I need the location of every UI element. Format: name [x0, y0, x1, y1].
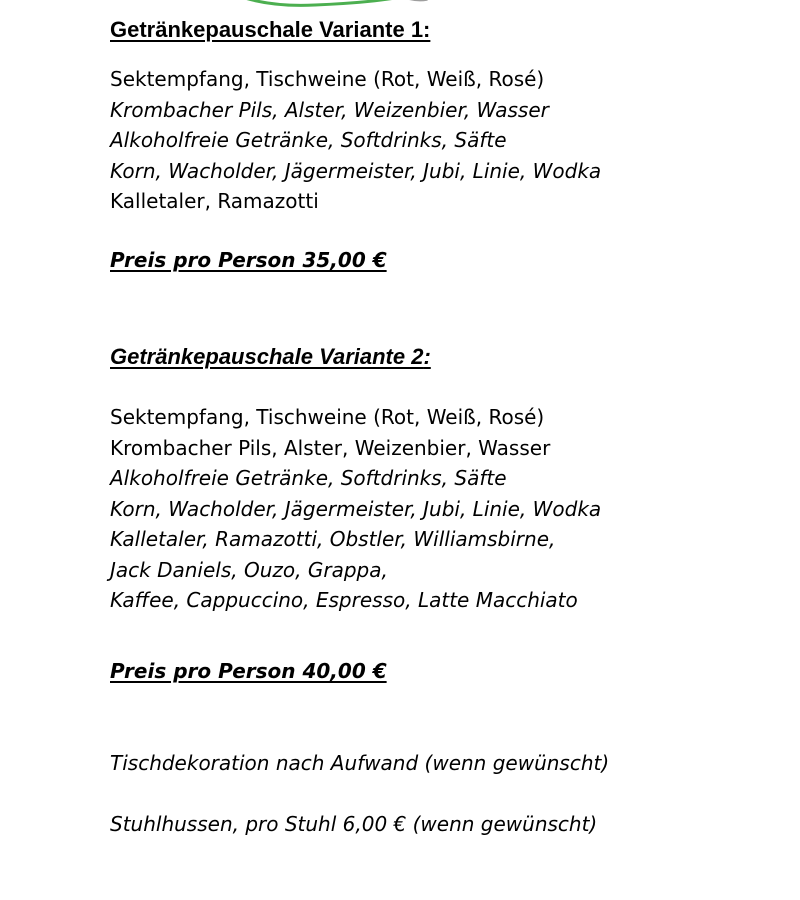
- variant-2-heading-colon: :: [423, 344, 431, 369]
- table-decoration-note: Tischdekoration nach Aufwand (wenn gewünscht): [110, 751, 610, 775]
- list-item: Korn, Wacholder, Jägermeister, Jubi, Linie, Wodka: [110, 496, 602, 521]
- variant-1-drink-list: [110, 64, 601, 217]
- list-item: Krombacher Pils, Alster, Weizenbier, Wasser: [110, 435, 551, 460]
- list-item: Sektempfang, Tischweine (Rot, Weiß, Rosé): [110, 405, 545, 429]
- list-item: Krombacher Pils, Alster, Weizenbier, Wasser: [110, 97, 549, 122]
- chair-covers-note: Stuhlhussen, pro Stuhl 6,00 € (wenn gewünscht): [110, 812, 598, 836]
- list-item: Korn, Wacholder, Jägermeister, Jubi, Linie, Wodka: [110, 158, 602, 183]
- list-item: Kalletaler, Ramazotti, Obstler, Williamsbirne,: [110, 527, 556, 551]
- list-item: Sektempfang, Tischweine (Rot, Weiß, Rosé): [110, 67, 545, 91]
- list-item: Jack Daniels, Ouzo, Grappa,: [110, 557, 388, 582]
- variant-1-heading: Getränkepauschale Variante 1:: [110, 17, 431, 42]
- variant-2-drink-list: [110, 402, 601, 616]
- variant-2-price: Preis pro Person 40,00 €: [110, 659, 387, 683]
- list-item: Alkoholfreie Getränke, Softdrinks, Säfte: [110, 128, 507, 152]
- variant-1-price: Preis pro Person 35,00 €: [110, 248, 387, 272]
- variant-2-heading: [110, 344, 431, 370]
- list-item: Alkoholfreie Getränke, Softdrinks, Säfte: [110, 466, 507, 490]
- list-item: Kaffee, Cappuccino, Espresso, Latte Macchiato: [110, 588, 578, 612]
- green-swoosh-logo-icon: [205, 0, 445, 8]
- list-item: Kalletaler, Ramazotti: [110, 189, 319, 213]
- variant-2-heading-text: Getränkepauschale Variante 2: [110, 344, 424, 369]
